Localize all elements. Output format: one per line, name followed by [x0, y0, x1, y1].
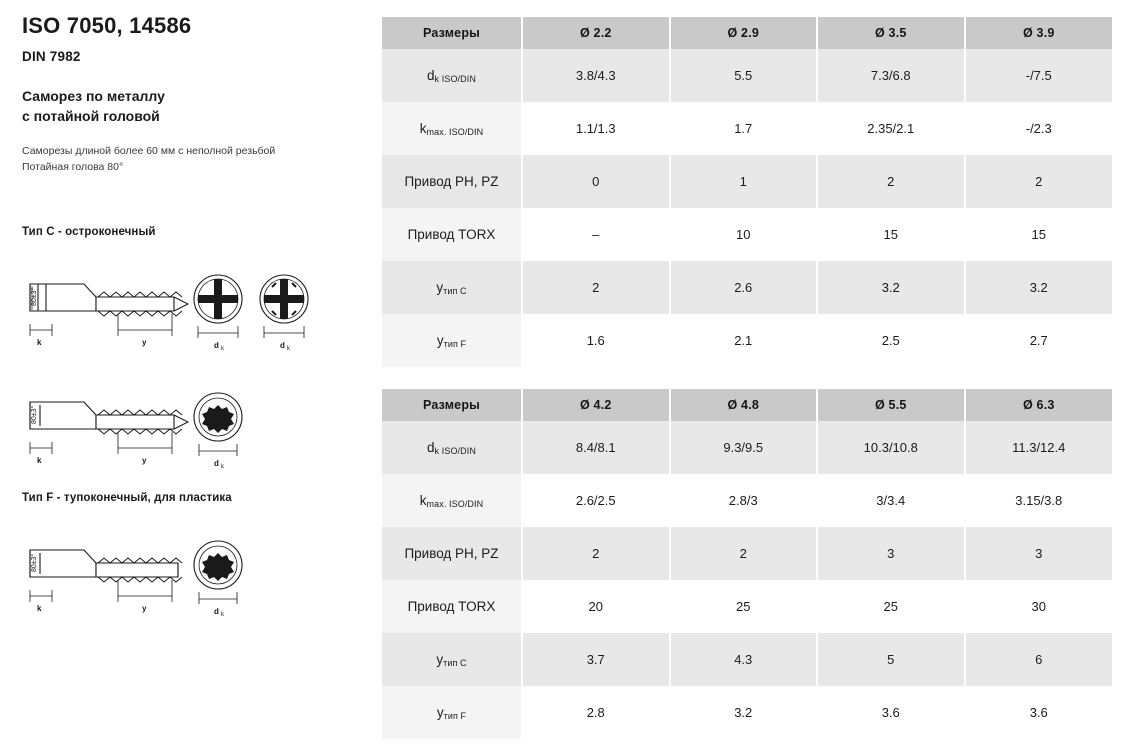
row-label: yтип F: [382, 686, 522, 739]
product-name-line-1: Саморез по металлу: [22, 88, 165, 105]
row-label: Привод PH, PZ: [382, 527, 522, 580]
svg-text:d: d: [280, 341, 285, 350]
row-label: Привод TORX: [382, 208, 522, 261]
cell-value: 2: [522, 527, 670, 580]
figure-type-c-phillips: [22, 266, 312, 366]
table-row: [382, 580, 1112, 633]
cell-value: 2: [817, 155, 965, 208]
screw-diagram-c1-svg: [22, 266, 312, 366]
table-large-diameters: [382, 389, 1112, 739]
cell-value: 5.5: [670, 49, 818, 102]
cell-value: 2.7: [965, 314, 1113, 367]
header-cell-4: Ø 3.9: [965, 17, 1113, 49]
svg-text:k: k: [221, 346, 224, 352]
figure-type-f: [22, 532, 252, 632]
svg-text:d: d: [214, 607, 219, 616]
cell-value: 11.3/12.4: [965, 421, 1113, 474]
row-label: Привод TORX: [382, 580, 522, 633]
cell-value: 2.5: [817, 314, 965, 367]
cell-value: 1.1/1.3: [522, 102, 670, 155]
table-row: [382, 155, 1112, 208]
type-f-heading: Тип F - тупоконечный, для пластика: [22, 492, 232, 504]
cell-value: 2.8/3: [670, 474, 818, 527]
table-row: [382, 261, 1112, 314]
page-subtitle: DIN 7982: [22, 49, 81, 65]
cell-value: 2.6/2.5: [522, 474, 670, 527]
cell-value: 9.3/9.5: [670, 421, 818, 474]
row-label: yтип C: [382, 633, 522, 686]
cell-value: 20: [522, 580, 670, 633]
table-row: [382, 474, 1112, 527]
cell-value: 3: [817, 527, 965, 580]
row-label: kmax. ISO/DIN: [382, 474, 522, 527]
cell-value: 3.2: [670, 686, 818, 739]
row-label: Привод PH, PZ: [382, 155, 522, 208]
angle-label-1: 80±3°: [31, 287, 38, 306]
cell-value: 6: [965, 633, 1113, 686]
cell-value: 3.2: [965, 261, 1113, 314]
svg-text:y: y: [142, 456, 147, 465]
product-name-line-2: с потайной головой: [22, 108, 160, 125]
svg-text:y: y: [142, 338, 147, 347]
table-row: [382, 49, 1112, 102]
cell-value: 2.6: [670, 261, 818, 314]
cell-value: 15: [817, 208, 965, 261]
row-label: yтип F: [382, 314, 522, 367]
cell-value: 2.1: [670, 314, 818, 367]
cell-value: 2.35/2.1: [817, 102, 965, 155]
table-row: [382, 102, 1112, 155]
table-header-row: [382, 17, 1112, 49]
svg-text:y: y: [142, 604, 147, 613]
cell-value: 1: [670, 155, 818, 208]
cell-value: 10: [670, 208, 818, 261]
svg-text:k: k: [37, 604, 42, 613]
cell-value: 3.6: [817, 686, 965, 739]
header-cell-1: Ø 2.2: [522, 17, 670, 49]
cell-value: 5: [817, 633, 965, 686]
table-row: [382, 208, 1112, 261]
svg-text:k: k: [37, 456, 42, 465]
svg-text:d: d: [214, 341, 219, 350]
cell-value: 3.7: [522, 633, 670, 686]
svg-text:k: k: [287, 346, 290, 352]
description-line-1: Саморезы длиной более 60 мм с неполной резьбой: [22, 144, 276, 157]
cell-value: 2: [522, 261, 670, 314]
cell-value: 7.3/6.8: [817, 49, 965, 102]
table-row: [382, 633, 1112, 686]
product-name: [22, 86, 370, 127]
header-cell-2: Ø 4.8: [670, 389, 818, 421]
cell-value: 1.6: [522, 314, 670, 367]
cell-value: 8.4/8.1: [522, 421, 670, 474]
cell-value: 3.8/4.3: [522, 49, 670, 102]
table-header-row: [382, 389, 1112, 421]
cell-value: 15: [965, 208, 1113, 261]
table-row: [382, 421, 1112, 474]
svg-text:d: d: [214, 459, 219, 468]
header-cell-2: Ø 2.9: [670, 17, 818, 49]
spec-table-large: [382, 389, 1112, 739]
type-c-heading: Тип C - остроконечный: [22, 226, 156, 238]
cell-value: 3/3.4: [817, 474, 965, 527]
cell-value: -/2.3: [965, 102, 1113, 155]
header-cell-0: Размеры: [382, 17, 522, 49]
svg-text:k: k: [221, 612, 224, 618]
cell-value: 0: [522, 155, 670, 208]
row-label: yтип C: [382, 261, 522, 314]
cell-value: -/7.5: [965, 49, 1113, 102]
header-cell-1: Ø 4.2: [522, 389, 670, 421]
header-cell-3: Ø 3.5: [817, 17, 965, 49]
header-cell-4: Ø 6.3: [965, 389, 1113, 421]
table-row: [382, 314, 1112, 367]
cell-value: 1.7: [670, 102, 818, 155]
product-description: [22, 143, 370, 176]
angle-label-3: 80±3°: [31, 553, 38, 572]
svg-text:k: k: [37, 338, 42, 347]
row-label: dk ISO/DIN: [382, 421, 522, 474]
row-label: kmax. ISO/DIN: [382, 102, 522, 155]
screw-diagram-c2-svg: [22, 384, 252, 484]
cell-value: 3: [965, 527, 1113, 580]
cell-value: 2.8: [522, 686, 670, 739]
left-info-column: [22, 14, 370, 739]
cell-value: 25: [817, 580, 965, 633]
angle-label-2: 80±3°: [31, 405, 38, 424]
table-small-diameters: [382, 17, 1112, 367]
table-row: [382, 686, 1112, 739]
header-cell-3: Ø 5.5: [817, 389, 965, 421]
table-row: [382, 527, 1112, 580]
cell-value: 30: [965, 580, 1113, 633]
cell-value: 10.3/10.8: [817, 421, 965, 474]
cell-value: 3.6: [965, 686, 1113, 739]
cell-value: 4.3: [670, 633, 818, 686]
header-cell-0: Размеры: [382, 389, 522, 421]
svg-text:k: k: [221, 464, 224, 470]
cell-value: –: [522, 208, 670, 261]
row-label: dk ISO/DIN: [382, 49, 522, 102]
screw-diagram-f1-svg: [22, 532, 252, 632]
cell-value: 2: [670, 527, 818, 580]
page-title: ISO 7050, 14586: [22, 13, 192, 38]
cell-value: 3.15/3.8: [965, 474, 1113, 527]
figure-type-c-torx: [22, 384, 252, 484]
cell-value: 3.2: [817, 261, 965, 314]
cell-value: 25: [670, 580, 818, 633]
cell-value: 2: [965, 155, 1113, 208]
description-line-2: Потайная голова 80°: [22, 161, 124, 174]
spec-table-small: [382, 17, 1112, 367]
